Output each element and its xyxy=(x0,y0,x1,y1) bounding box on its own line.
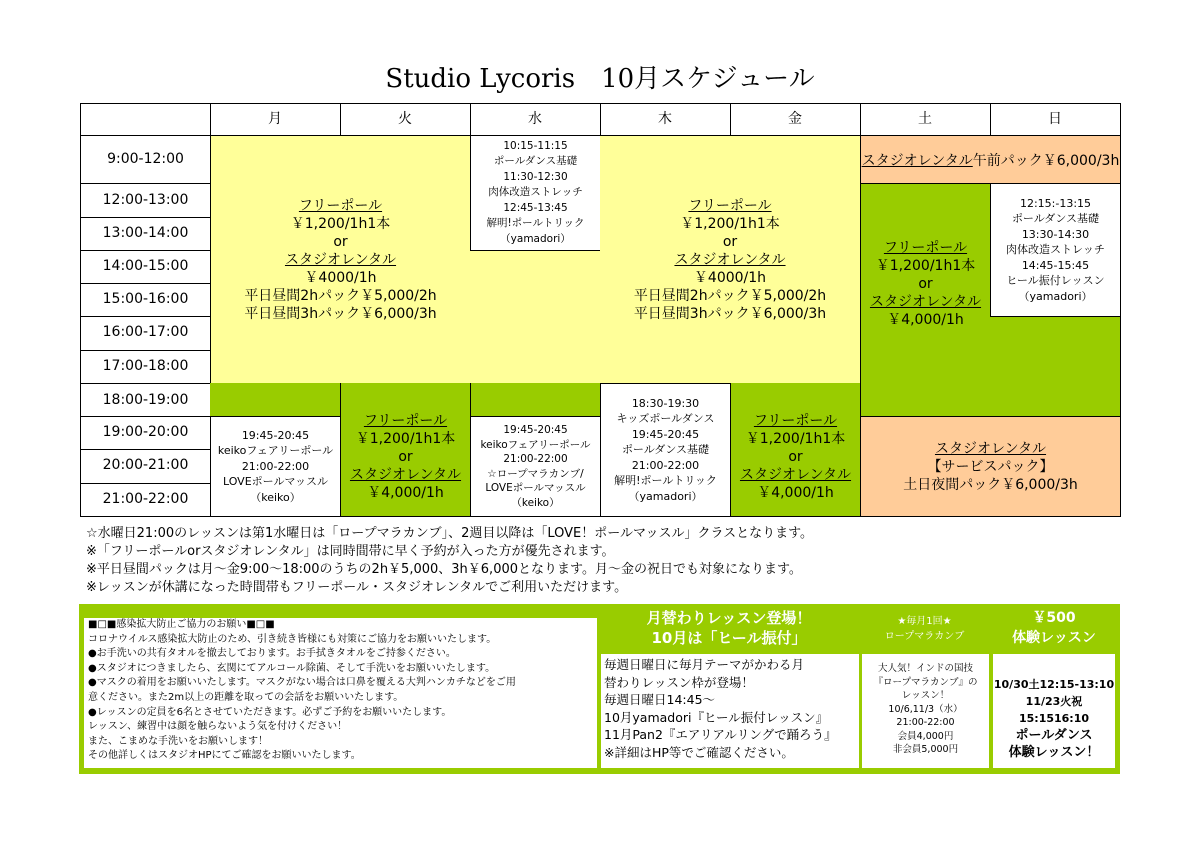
lesson-time: 11:30-12:30 xyxy=(503,170,568,183)
day-header-tue: 火 xyxy=(398,111,412,127)
lesson-time: 10:15-11:15 xyxy=(503,139,568,152)
studio-rental-label: スタジオレンタル xyxy=(739,466,852,483)
covid-line: ●お手洗いの共有タオルを撤去しております。お手拭きタオルをご持参ください。 xyxy=(88,648,456,660)
rope-header xyxy=(861,614,988,644)
monthly-line: 毎週日曜日14:45～ xyxy=(604,692,716,708)
note-line: ※平日昼間パックは月～金9:00～18:00のうちの2h￥5,000、3h￥6,000となります。月～金の祝日でも対象になります。 xyxy=(86,562,802,577)
or-text: or xyxy=(722,233,738,250)
schedule-notes xyxy=(86,525,813,597)
wed-day-fill xyxy=(470,251,601,384)
lesson-name: keikoフェアリーポール xyxy=(217,444,334,458)
studio-rental-label: スタジオレンタル xyxy=(674,251,786,268)
time-slot: 12:00-13:00 xyxy=(102,192,189,208)
rope-body xyxy=(862,654,989,768)
thu-fri-day-block xyxy=(600,135,861,384)
pack-text: 平日昼間2hパック￥5,000/2h xyxy=(244,287,437,304)
price-text: ￥1,200/1h1本 xyxy=(745,430,846,447)
instructor: （keiko） xyxy=(250,490,301,504)
time-slot: 16:00-17:00 xyxy=(102,324,189,340)
or-text: or xyxy=(398,448,413,465)
monthly-subtitle: 10月は「ヒール振付」 xyxy=(651,629,807,647)
lesson-time: 19:45-20:45 xyxy=(241,428,310,442)
lesson-name: ポールダンス基礎 xyxy=(621,443,710,457)
tue-eve-block xyxy=(340,383,471,517)
trial-title: 体験レッスン xyxy=(1012,630,1096,646)
rope-line: 会員4,000円 xyxy=(897,730,954,742)
free-pole-label: フリーポール xyxy=(363,412,448,429)
lesson-name: ポールダンス基礎 xyxy=(1011,212,1100,226)
studio-rental-label: スタジオレンタル xyxy=(284,251,397,268)
time-slot: 20:00-21:00 xyxy=(102,457,189,473)
thu-eve-lessons xyxy=(600,383,731,517)
monthly-lesson-header xyxy=(600,608,858,648)
trial-body xyxy=(993,654,1115,768)
time-slot: 18:00-19:00 xyxy=(102,392,189,408)
trial-line: ポールダンス xyxy=(1015,728,1093,743)
lesson-name: 肉体改造ストレッチ xyxy=(1006,243,1105,257)
price-text: ￥1,200/1h1本 xyxy=(875,257,976,274)
lesson-time: 19:45-20:45 xyxy=(631,427,700,441)
time-slot: 14:00-15:00 xyxy=(102,258,189,274)
or-text: or xyxy=(918,275,933,292)
free-pole-label: フリーポール xyxy=(688,197,772,214)
sun-day-lessons xyxy=(990,183,1121,317)
lesson-time: 18:30-19:30 xyxy=(631,396,700,410)
page-title: Studio Lycoris 10月スケジュール xyxy=(385,64,815,94)
trial-date: 11/23火祝15:1516:10 xyxy=(1018,695,1090,725)
price-text: ￥4,000/1h xyxy=(887,311,964,328)
monthly-line: 替わりレッスン枠が登場！ xyxy=(604,674,754,690)
studio-rental-label: スタジオレンタル xyxy=(861,152,973,169)
instructor: （keiko） xyxy=(511,496,560,509)
lesson-name: ☆ロープマラカンブ/ xyxy=(487,467,584,480)
rope-line: 『ロープマラカンブ』の xyxy=(873,676,978,688)
day-header-mon: 月 xyxy=(268,111,282,127)
covid-line: ●マスクの着用をお願いいたします。マスクがない場合は口鼻を覆える大判ハンカチなどをご用 xyxy=(88,677,516,689)
trial-date: 10/30土12:15-13:10 xyxy=(993,678,1115,691)
monthly-line: 10月yamadori『ヒール振付レッスン』 xyxy=(604,709,829,725)
instructor: （yamadori） xyxy=(500,232,571,245)
covid-notice xyxy=(84,618,597,768)
mon-eve-lessons xyxy=(210,416,341,517)
day-header-sat: 土 xyxy=(918,111,932,127)
time-slot: 13:00-14:00 xyxy=(102,225,189,241)
pack-text: 平日昼間3hパック￥6,000/3h xyxy=(633,305,827,322)
time-slot: 17:00-18:00 xyxy=(102,358,189,374)
free-pole-label: フリーポール xyxy=(298,197,383,214)
monthly-title: 月替わりレッスン登場！ xyxy=(646,609,812,627)
lesson-time: 21:00-22:00 xyxy=(503,453,568,465)
trial-header xyxy=(992,608,1116,648)
lesson-name: ヒール振付レッスン xyxy=(1006,274,1105,288)
price-text: ￥1,200/1h1本 xyxy=(680,215,780,232)
lesson-name: ポールダンス基礎 xyxy=(493,155,578,168)
time-slot: 9:00-12:00 xyxy=(107,151,184,167)
lesson-name: キッズポールダンス xyxy=(616,412,715,426)
lesson-time: 14:45-15:45 xyxy=(1021,258,1090,272)
instructor: （yamadori） xyxy=(1018,289,1093,303)
pack-text: 平日昼間2hパック￥5,000/2h xyxy=(633,287,827,304)
lesson-time: 21:00-22:00 xyxy=(241,459,310,473)
morning-pack-text: 午前パック￥6,000/3h xyxy=(972,152,1120,169)
studio-rental-label: スタジオレンタル xyxy=(869,293,982,310)
lesson-time: 12:45-13:45 xyxy=(503,201,568,214)
lesson-time: 13:30-14:30 xyxy=(1021,227,1090,241)
pack-text: 平日昼間3hパック￥6,000/3h xyxy=(244,305,437,322)
lesson-time: 19:45-20:45 xyxy=(503,424,568,436)
covid-line: レッスン、練習中は顔を触らないよう気を付けください！ xyxy=(88,721,348,733)
covid-line: ●レッスンの定員を6名とさせていただきます。必ずご予約をお願いいたします。 xyxy=(88,706,452,718)
monthly-line: ※詳細はHP等でご確認ください。 xyxy=(604,744,794,760)
monthly-line: 毎週日曜日に毎月テーマがかわる月 xyxy=(604,657,805,672)
lesson-name: 解明!ポールトリック xyxy=(486,217,585,230)
monthly-line: 11月Pan2『エアリアルリングで踊ろう』 xyxy=(604,727,837,743)
monthly-lesson-body xyxy=(601,654,859,768)
covid-line: また、こまめな手洗いをお願いします！ xyxy=(88,735,268,747)
day-header-sun: 日 xyxy=(1048,111,1062,127)
covid-line: ●スタジオにつきましたら、玄関にてアルコール除菌、そして手洗いをお願いいたします。 xyxy=(88,662,496,674)
covid-line: コロナウイルス感染拡大防止のため、引き続き皆様にも対策にご協力をお願いいたします。 xyxy=(88,633,497,645)
lesson-name: 肉体改造ストレッチ xyxy=(488,186,583,199)
wed-day-lessons xyxy=(470,135,601,251)
price-text: ￥1,200/1h1本 xyxy=(290,215,391,232)
lesson-time: 12:15:-13:15 xyxy=(1019,196,1092,210)
or-text: or xyxy=(333,233,348,250)
day-header-thu: 木 xyxy=(658,111,672,127)
lesson-name: LOVEポールマッスル xyxy=(222,475,329,489)
rope-subtitle: ロープマラカンブ xyxy=(884,631,965,642)
sun-day-fill xyxy=(990,317,1121,384)
weekend-morning-rental xyxy=(860,135,1121,184)
price-text: ￥4000/1h xyxy=(304,269,377,286)
lesson-name: keikoフェアリーポール xyxy=(480,438,591,451)
rope-line: 非会員5,000円 xyxy=(892,744,959,755)
rope-line: レッスン！ xyxy=(901,690,950,701)
weekend-eve-service-pack xyxy=(860,416,1121,517)
covid-line: その他詳しくはスタジオHPにてご確認をお願いいたします。 xyxy=(88,750,361,762)
note-line: ※「フリーポールorスタジオレンタル」は同時間帯に早く予約が入った方が優先されます。 xyxy=(86,544,615,559)
instructor: （yamadori） xyxy=(628,489,703,503)
lesson-time: 21:00-22:00 xyxy=(631,458,700,472)
note-line: ☆水曜日21:00のレッスンは第1水曜日は「ロープマラカンブ」、2週目以降は「LOVE！ポールマッスル」クラスとなります。 xyxy=(86,526,814,541)
covid-line: 意ください。また2m以上の距離を取っての会話をお願いいたします。 xyxy=(88,691,404,703)
covid-heading: ■□■感染拡大防止ご協力のお願い■□■ xyxy=(88,619,275,630)
time-slot: 21:00-22:00 xyxy=(102,491,189,507)
rope-line: 大人気！インドの国技 xyxy=(877,663,973,674)
or-text: or xyxy=(788,448,803,465)
lesson-name: LOVEポールマッスル xyxy=(485,482,586,494)
studio-rental-label: スタジオレンタル xyxy=(934,440,1047,457)
night-pack-text: 土日夜間パック￥6,000/3h xyxy=(903,476,1078,493)
price-text: ￥4,000/1h xyxy=(757,484,834,501)
price-text: ￥1,200/1h1本 xyxy=(355,430,456,447)
day-header-wed: 水 xyxy=(528,111,542,127)
rope-line: 21:00-22:00 xyxy=(896,717,955,728)
fri-eve-block xyxy=(730,383,861,517)
day-header-fri: 金 xyxy=(788,111,802,127)
free-pole-label: フリーポール xyxy=(753,412,838,429)
rope-title: ★毎月1回★ xyxy=(897,616,952,627)
price-text: ￥4000/1h xyxy=(693,269,767,286)
trial-price: ￥500 xyxy=(1032,610,1076,626)
service-pack-label: 【サービスパック】 xyxy=(927,458,1054,475)
studio-rental-label: スタジオレンタル xyxy=(349,466,462,483)
sat-day-block xyxy=(860,183,991,384)
info-panel xyxy=(79,604,1120,774)
time-slot: 15:00-16:00 xyxy=(102,291,189,307)
wed-eve-lessons xyxy=(470,416,601,517)
note-line: ※レッスンが休講になった時間帯もフリーポール・スタジオレンタルでご利用いただけます。 xyxy=(86,580,628,595)
lesson-name: 解明!ポールトリック xyxy=(614,474,717,488)
rope-line: 10/6,11/3（水） xyxy=(888,703,963,715)
trial-line: 体験レッスン！ xyxy=(1008,745,1100,760)
time-slot: 19:00-20:00 xyxy=(102,424,189,440)
price-text: ￥4,000/1h xyxy=(367,484,444,501)
mon-tue-day-block xyxy=(210,135,471,384)
free-pole-label: フリーポール xyxy=(883,239,968,256)
